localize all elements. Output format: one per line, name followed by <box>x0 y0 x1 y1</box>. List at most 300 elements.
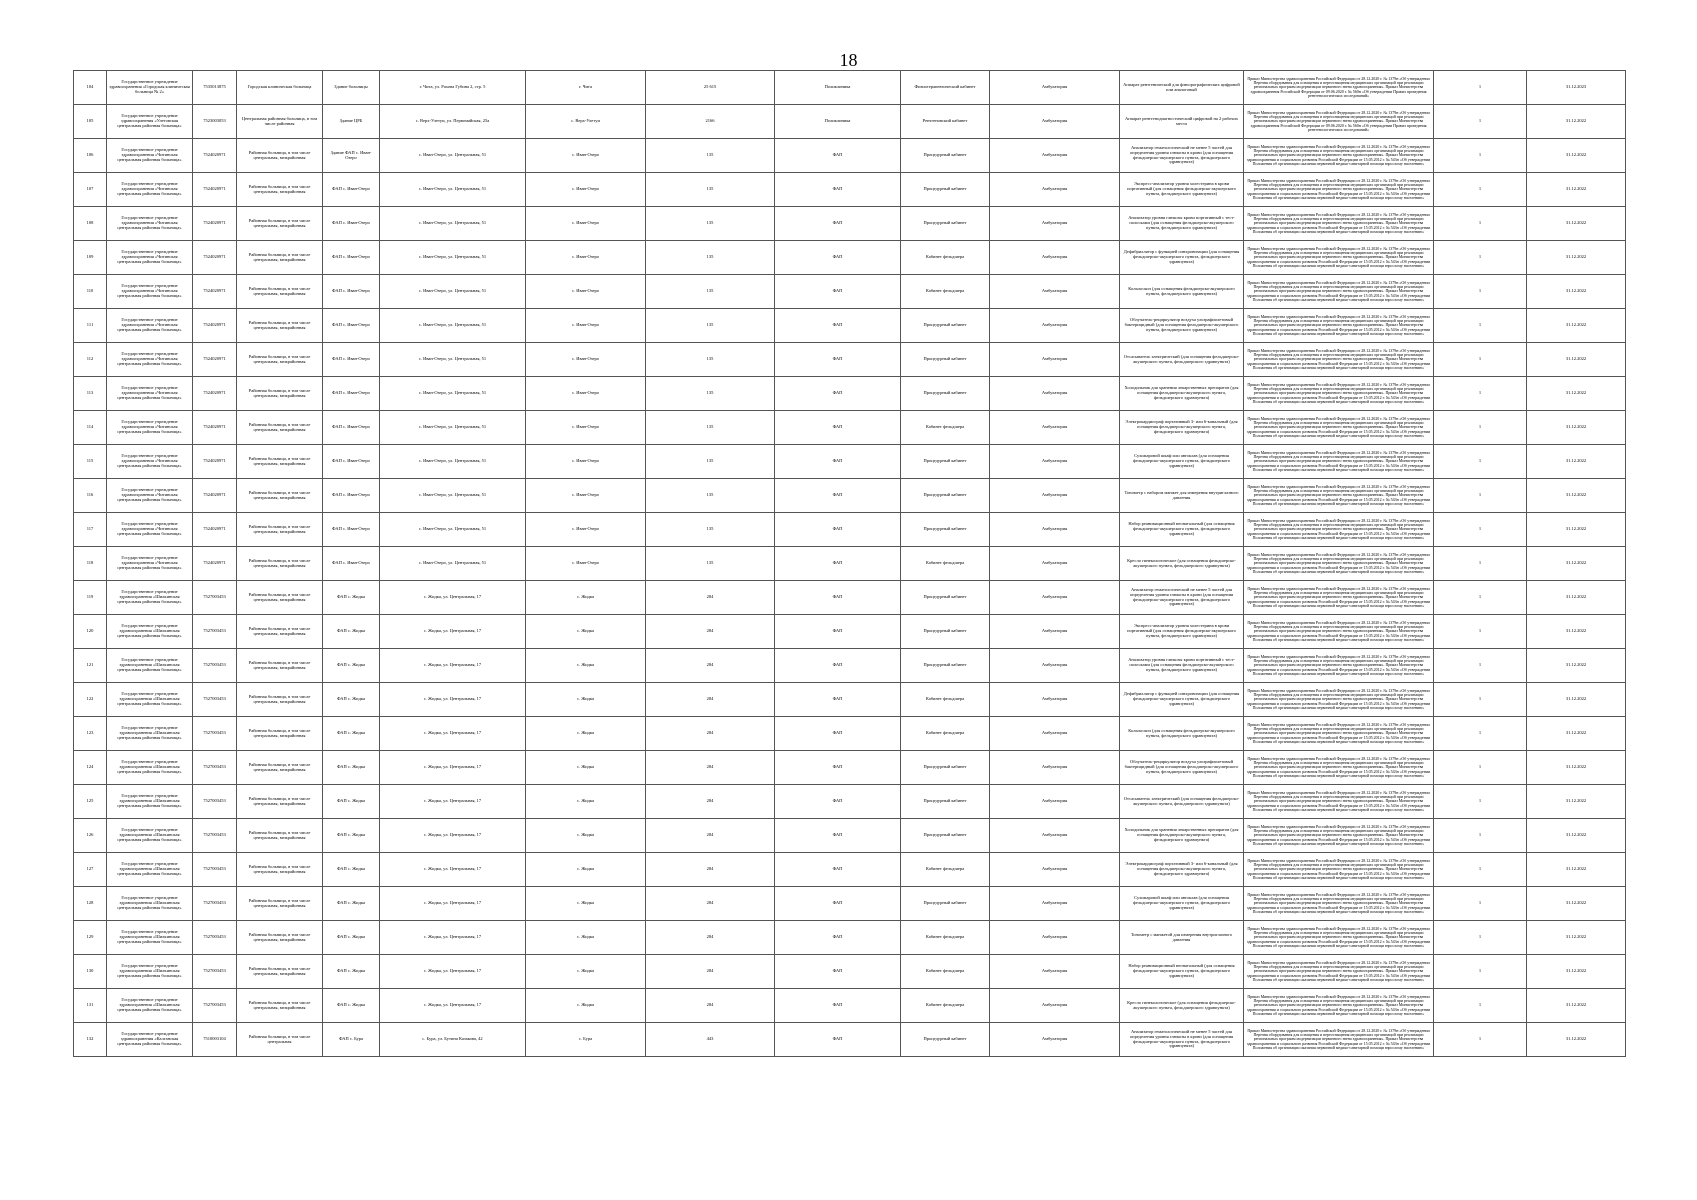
cell-population: 135 <box>646 513 775 547</box>
table-row <box>74 989 1626 1023</box>
cell-building: ФАП с. Иван-Озеро <box>323 547 380 581</box>
cell-address: с. Иван-Озеро, ул. Центральная, 51 <box>380 241 526 275</box>
cell-deadline: 31.12.2022 <box>1527 785 1626 819</box>
cell-care-condition: Амбулатория <box>990 445 1120 479</box>
cell-deadline: 31.12.2022 <box>1527 649 1626 683</box>
cell-unit-type: ФАП <box>775 615 901 649</box>
cell-building: ФАП с. Иван-Озеро <box>323 241 380 275</box>
cell-settlement: с. Жидка <box>526 785 646 819</box>
cell-row-number: 120 <box>74 615 107 649</box>
cell-organization-name: Государственное учреждение здравоохранения «Шилкинская центральная районная больница» <box>107 955 193 989</box>
cell-row-number: 106 <box>74 139 107 173</box>
cell-unit-type: ФАП <box>775 241 901 275</box>
cell-quantity: 1 <box>1434 71 1527 105</box>
cell-organization-type: Районная больница, в том числе центральная, межрайонная <box>237 989 323 1023</box>
cell-organization-name: Государственное учреждение здравоохранения «Читинская центральная районная больница» <box>107 241 193 275</box>
cell-legal-basis: Приказ Министерства здравоохранения Российской Федерации от 28.12.2020 г. № 1379н «Об утверждении Перечня оборудования для оснащения и переоснащения медицинских организаций при реализации региональных программ модернизации первичного звена здравоохранения». Приказ Министерства здравоохранения и социального развития Российской Федерации от 15.05.2012 г. № 543н «Об утверждении Положения об организации оказания первичной медико-санитарной помощи взрослому населению» <box>1244 241 1434 275</box>
cell-care-condition: Амбулатория <box>990 411 1120 445</box>
cell-legal-basis: Приказ Министерства здравоохранения Российской Федерации от 28.12.2020 г. № 1379н «Об утверждении Перечня оборудования для оснащения и переоснащения медицинских организаций при реализации региональных программ модернизации первичного звена здравоохранения». Приказ Министерства здравоохранения и социального развития Российской Федерации от 15.05.2012 г. № 543н «Об утверждении Положения об организации оказания первичной медико-санитарной помощи взрослому населению» <box>1244 717 1434 751</box>
cell-care-condition: Амбулатория <box>990 649 1120 683</box>
cell-inn: 7524020971 <box>193 547 237 581</box>
cell-equipment-name: Холодильник для хранения лекарственных препаратов (для оснащения фельдшерско-акушерского пункта, фельдшерского здравпункта) <box>1120 819 1244 853</box>
cell-unit-type: ФАП <box>775 411 901 445</box>
cell-population: 135 <box>646 411 775 445</box>
cell-organization-type: Центральная районная больница, в том числе районная <box>237 105 323 139</box>
cell-room: Процедурный кабинет <box>901 887 990 921</box>
cell-unit-type: ФАП <box>775 445 901 479</box>
cell-care-condition: Амбулатория <box>990 71 1120 105</box>
cell-quantity: 1 <box>1434 207 1527 241</box>
cell-address: с. Иван-Озеро, ул. Центральная, 51 <box>380 411 526 445</box>
cell-quantity: 1 <box>1434 547 1527 581</box>
cell-organization-name: Государственное учреждение здравоохранения «Читинская центральная районная больница» <box>107 275 193 309</box>
cell-inn: 7524020971 <box>193 241 237 275</box>
cell-unit-type: ФАП <box>775 819 901 853</box>
cell-legal-basis: Приказ Министерства здравоохранения Российской Федерации от 28.12.2020 г. № 1379н «Об утверждении Перечня оборудования для оснащения и переоснащения медицинских организаций при реализации региональных программ модернизации первичного звена здравоохранения». Приказ Министерства здравоохранения и социального развития Российской Федерации от 15.05.2012 г. № 543н «Об утверждении Положения об организации оказания первичной медико-санитарной помощи взрослому населению» <box>1244 513 1434 547</box>
cell-legal-basis: Приказ Министерства здравоохранения Российской Федерации от 28.12.2020 г. № 1379н «Об утверждении Перечня оборудования для оснащения и переоснащения медицинских организаций при реализации региональных программ модернизации первичного звена здравоохранения». Приказ Министерства здравоохранения и социального развития Российской Федерации от 15.05.2012 г. № 543н «Об утверждении Положения об организации оказания первичной медико-санитарной помощи взрослому населению» <box>1244 445 1434 479</box>
cell-room: Процедурный кабинет <box>901 139 990 173</box>
cell-equipment-name: Анализатор гематологический не менее 5 частей для определения уровня глюкозы в крови (для оснащения фельдшерско-акушерского пункта, фельдшерского здравпункта) <box>1120 581 1244 615</box>
page-number: 18 <box>839 50 858 70</box>
cell-unit-type: Поликлиника <box>775 105 901 139</box>
cell-settlement: с. Бура <box>526 1023 646 1057</box>
cell-address: с. Иван-Озеро, ул. Центральная, 51 <box>380 309 526 343</box>
cell-organization-name: Государственное учреждение здравоохранения «Шилкинская центральная районная больница» <box>107 887 193 921</box>
cell-care-condition: Амбулатория <box>990 275 1120 309</box>
cell-building: ФАП с. Иван-Озеро <box>323 445 380 479</box>
cell-legal-basis: Приказ Министерства здравоохранения Российской Федерации от 28.12.2020 г. № 1379н «Об утверждении Перечня оборудования для оснащения и переоснащения медицинских организаций при реализации региональных программ модернизации первичного звена здравоохранения». Приказ Министерства здравоохранения и социального развития Российской Федерации от 15.05.2012 г. № 543н «Об утверждении Положения об организации оказания первичной медико-санитарной помощи взрослому населению» <box>1244 921 1434 955</box>
cell-building: Здание ЦРБ <box>323 105 380 139</box>
cell-population: 284 <box>646 751 775 785</box>
cell-inn: 7527003453 <box>193 581 237 615</box>
cell-room: Процедурный кабинет <box>901 785 990 819</box>
cell-room: Процедурный кабинет <box>901 1023 990 1057</box>
table-row <box>74 513 1626 547</box>
cell-population: 135 <box>646 309 775 343</box>
cell-settlement: с. Жидка <box>526 717 646 751</box>
cell-settlement: с. Иван-Озеро <box>526 241 646 275</box>
cell-deadline: 31.12.2023 <box>1527 71 1626 105</box>
cell-organization-name: Государственное учреждение здравоохранения «Читинская центральная районная больница» <box>107 173 193 207</box>
cell-equipment-name: Набор реанимационный неонатальный (для оснащения фельдшерско-акушерского пункта, фельдшерского здравпункта) <box>1120 955 1244 989</box>
cell-deadline: 31.12.2022 <box>1527 513 1626 547</box>
cell-equipment-name: Дефибриллятор с функцией синхронизации (для оснащения фельдшерско-акушерского пункта, фельдшерского здравпункта) <box>1120 683 1244 717</box>
cell-address: с. Иван-Озеро, ул. Центральная, 51 <box>380 377 526 411</box>
cell-population: 135 <box>646 445 775 479</box>
cell-inn: 7524020971 <box>193 173 237 207</box>
cell-care-condition: Амбулатория <box>990 479 1120 513</box>
table-row <box>74 547 1626 581</box>
cell-building: ФАП с. Иван-Озеро <box>323 343 380 377</box>
cell-organization-type: Районная больница, в том числе центральная, межрайонная <box>237 683 323 717</box>
cell-deadline: 31.12.2022 <box>1527 411 1626 445</box>
cell-inn: 7523003053 <box>193 105 237 139</box>
cell-address: с. Верх-Улетуи, ул. Первомайская, 25а <box>380 105 526 139</box>
cell-care-condition: Амбулатория <box>990 615 1120 649</box>
cell-care-condition: Амбулатория <box>990 343 1120 377</box>
cell-room: Процедурный кабинет <box>901 445 990 479</box>
cell-building: ФАП с. Иван-Озеро <box>323 377 380 411</box>
cell-population: 135 <box>646 275 775 309</box>
cell-room: Кабинет фельдшера <box>901 241 990 275</box>
cell-settlement: с. Жидка <box>526 989 646 1023</box>
table-row <box>74 377 1626 411</box>
cell-building: ФАП с. Иван-Озеро <box>323 513 380 547</box>
cell-quantity: 1 <box>1434 105 1527 139</box>
cell-deadline: 31.12.2022 <box>1527 581 1626 615</box>
cell-organization-name: Государственное учреждение здравоохранения «Читинская центральная районная больница» <box>107 377 193 411</box>
cell-inn: 7527003453 <box>193 785 237 819</box>
cell-population: 135 <box>646 139 775 173</box>
cell-care-condition: Амбулатория <box>990 139 1120 173</box>
cell-deadline: 31.12.2022 <box>1527 853 1626 887</box>
cell-organization-name: Государственное учреждение здравоохранения «Шилкинская центральная районная больница» <box>107 853 193 887</box>
cell-equipment-name: Электрокардиограф портативный 3- или 6-канальный (для оснащения фельдшерско-акушерского пункта, фельдшерского здравпункта) <box>1120 411 1244 445</box>
cell-population: 284 <box>646 785 775 819</box>
cell-organization-name: Государственное учреждение здравоохранения «Читинская центральная районная больница» <box>107 207 193 241</box>
cell-settlement: с. Иван-Озеро <box>526 479 646 513</box>
cell-settlement: с. Иван-Озеро <box>526 445 646 479</box>
cell-legal-basis: Приказ Министерства здравоохранения Российской Федерации от 28.12.2020 г. № 1379н «Об утверждении Перечня оборудования для оснащения и переоснащения медицинских организаций при реализации региональных программ модернизации первичного звена здравоохранения». Приказ Министерства здравоохранения и социального развития Российской Федерации от 15.05.2012 г. № 543н «Об утверждении Положения об организации оказания первичной медико-санитарной помощи взрослому населению» <box>1244 819 1434 853</box>
cell-unit-type: ФАП <box>775 207 901 241</box>
cell-row-number: 127 <box>74 853 107 887</box>
cell-settlement: с. Иван-Озеро <box>526 207 646 241</box>
cell-room: Процедурный кабинет <box>901 751 990 785</box>
cell-population: 284 <box>646 819 775 853</box>
cell-deadline: 31.12.2022 <box>1527 343 1626 377</box>
cell-row-number: 126 <box>74 819 107 853</box>
cell-equipment-name: Кольпоскоп (для оснащения фельдшерско-акушерского пункта, фельдшерского здравпункта) <box>1120 717 1244 751</box>
cell-deadline: 31.12.2022 <box>1527 377 1626 411</box>
cell-building: ФАП с. Жидка <box>323 785 380 819</box>
table-row <box>74 955 1626 989</box>
cell-care-condition: Амбулатория <box>990 955 1120 989</box>
cell-room: Кабинет фельдшера <box>901 411 990 445</box>
cell-organization-type: Районная больница, в том числе центральная, межрайонная <box>237 513 323 547</box>
cell-building: ФАП с. Иван-Озеро <box>323 207 380 241</box>
cell-organization-type: Районная больница, в том числе центральная, межрайонная <box>237 547 323 581</box>
cell-unit-type: ФАП <box>775 717 901 751</box>
cell-quantity: 1 <box>1434 1023 1527 1057</box>
equipment-table <box>73 70 1626 1057</box>
cell-room: Процедурный кабинет <box>901 819 990 853</box>
cell-deadline: 31.12.2022 <box>1527 887 1626 921</box>
cell-address: с. Иван-Озеро, ул. Центральная, 51 <box>380 479 526 513</box>
cell-organization-type: Районная больница, в том числе центральная, межрайонная <box>237 615 323 649</box>
cell-quantity: 1 <box>1434 649 1527 683</box>
cell-address: с. Жидка, ул. Центральная, 17 <box>380 581 526 615</box>
cell-care-condition: Амбулатория <box>990 853 1120 887</box>
cell-quantity: 1 <box>1434 479 1527 513</box>
cell-population: 135 <box>646 479 775 513</box>
cell-quantity: 1 <box>1434 615 1527 649</box>
cell-building: ФАП с. Жидка <box>323 921 380 955</box>
cell-address: с. Жидка, ул. Центральная, 17 <box>380 785 526 819</box>
cell-population: 135 <box>646 173 775 207</box>
table-row <box>74 411 1626 445</box>
cell-deadline: 31.12.2022 <box>1527 241 1626 275</box>
cell-legal-basis: Приказ Министерства здравоохранения Российской Федерации от 28.12.2020 г. № 1379н «Об утверждении Перечня оборудования для оснащения и переоснащения медицинских организаций при реализации региональных программ модернизации первичного звена здравоохранения». Приказ Министерства здравоохранения и социального развития Российской Федерации от 15.05.2012 г. № 543н «Об утверждении Положения об организации оказания первичной медико-санитарной помощи взрослому населению» <box>1244 173 1434 207</box>
cell-building: ФАП с. Жидка <box>323 819 380 853</box>
cell-inn: 7527003453 <box>193 717 237 751</box>
table-row <box>74 71 1626 105</box>
cell-population: 284 <box>646 921 775 955</box>
cell-care-condition: Амбулатория <box>990 309 1120 343</box>
cell-unit-type: ФАП <box>775 751 901 785</box>
cell-address: с. Иван-Озеро, ул. Центральная, 51 <box>380 139 526 173</box>
cell-organization-name: Государственное учреждение здравоохранения «Шилкинская центральная районная больница» <box>107 615 193 649</box>
cell-address: с. Иван-Озеро, ул. Центральная, 51 <box>380 445 526 479</box>
cell-room: Кабинет фельдшера <box>901 921 990 955</box>
cell-unit-type: ФАП <box>775 343 901 377</box>
cell-room: Рентгеновский кабинет <box>901 105 990 139</box>
cell-quantity: 1 <box>1434 513 1527 547</box>
cell-unit-type: ФАП <box>775 921 901 955</box>
cell-quantity: 1 <box>1434 173 1527 207</box>
cell-equipment-name: Кольпоскоп (для оснащения фельдшерско-акушерского пункта, фельдшерского здравпункта) <box>1120 275 1244 309</box>
cell-unit-type: ФАП <box>775 173 901 207</box>
cell-population: 135 <box>646 547 775 581</box>
cell-organization-type: Районная больница, в том числе центральная, межрайонная <box>237 649 323 683</box>
cell-row-number: 105 <box>74 105 107 139</box>
cell-room: Процедурный кабинет <box>901 207 990 241</box>
cell-settlement: с. Жидка <box>526 649 646 683</box>
table-row <box>74 649 1626 683</box>
cell-organization-name: Государственное учреждение здравоохранения «Шилкинская центральная районная больница» <box>107 785 193 819</box>
table-row <box>74 309 1626 343</box>
cell-organization-type: Районная больница, в том числе центральная, межрайонная <box>237 139 323 173</box>
cell-address: с. Жидка, ул. Центральная, 17 <box>380 853 526 887</box>
cell-equipment-name: Дефибриллятор с функцией синхронизации (для оснащения фельдшерско-акушерского пункта, фельдшерского здравпункта) <box>1120 241 1244 275</box>
cell-settlement: с. Жидка <box>526 581 646 615</box>
cell-inn: 7527003453 <box>193 853 237 887</box>
cell-settlement: с. Иван-Озеро <box>526 309 646 343</box>
cell-building: ФАП с. Жидка <box>323 683 380 717</box>
table-row <box>74 105 1626 139</box>
cell-row-number: 109 <box>74 241 107 275</box>
cell-row-number: 116 <box>74 479 107 513</box>
cell-inn: 7527003453 <box>193 921 237 955</box>
cell-care-condition: Амбулатория <box>990 921 1120 955</box>
cell-quantity: 1 <box>1434 377 1527 411</box>
cell-organization-name: Государственное учреждение здравоохранения «Читинская центральная районная больница» <box>107 513 193 547</box>
cell-inn: 7524020971 <box>193 309 237 343</box>
cell-care-condition: Амбулатория <box>990 207 1120 241</box>
cell-organization-type: Районная больница, в том числе центральная, межрайонная <box>237 955 323 989</box>
cell-row-number: 113 <box>74 377 107 411</box>
cell-equipment-name: Сухожаровой шкаф или автоклав (для оснащения фельдшерско-акушерского пункта, фельдшерского здравпункта) <box>1120 887 1244 921</box>
cell-building: Здание ФАП с. Иван-Озеро <box>323 139 380 173</box>
cell-deadline: 31.12.2022 <box>1527 717 1626 751</box>
cell-room: Физиотерапевтический кабинет <box>901 71 990 105</box>
cell-organization-name: Государственное учреждение здравоохранения «Читинская центральная районная больница» <box>107 411 193 445</box>
cell-unit-type: ФАП <box>775 309 901 343</box>
cell-equipment-name: Анализатор уровня глюкозы крови портативный с тест-полосками (для оснащения фельдшерско-акушерского пункта, фельдшерского здравпункта) <box>1120 649 1244 683</box>
cell-quantity: 1 <box>1434 275 1527 309</box>
cell-population: 284 <box>646 615 775 649</box>
cell-unit-type: ФАП <box>775 785 901 819</box>
cell-legal-basis: Приказ Министерства здравоохранения Российской Федерации от 28.12.2020 г. № 1379н «Об утверждении Перечня оборудования для оснащения и переоснащения медицинских организаций при реализации региональных программ модернизации первичного звена здравоохранения». Приказ Министерства здравоохранения и социального развития Российской Федерации от 15.05.2012 г. № 543н «Об утверждении Положения об организации оказания первичной медико-санитарной помощи взрослому населению» <box>1244 955 1434 989</box>
cell-inn: 7527003453 <box>193 751 237 785</box>
cell-settlement: с. Жидка <box>526 921 646 955</box>
cell-organization-type: Районная больница, в том числе центральная, межрайонная <box>237 445 323 479</box>
cell-quantity: 1 <box>1434 581 1527 615</box>
cell-organization-type: Районная больница, в том числе центральная, межрайонная <box>237 921 323 955</box>
cell-row-number: 123 <box>74 717 107 751</box>
cell-organization-type: Районная больница, в том числе центральная, межрайонная <box>237 479 323 513</box>
cell-organization-type: Районная больница, в том числе центральная, межрайонная <box>237 751 323 785</box>
cell-row-number: 128 <box>74 887 107 921</box>
cell-population: 284 <box>646 853 775 887</box>
cell-settlement: с. Иван-Озеро <box>526 547 646 581</box>
table-row <box>74 819 1626 853</box>
cell-settlement: с. Иван-Озеро <box>526 139 646 173</box>
cell-unit-type: ФАП <box>775 513 901 547</box>
cell-building: ФАП с. Жидка <box>323 615 380 649</box>
table-row <box>74 275 1626 309</box>
cell-address: с. Жидка, ул. Центральная, 17 <box>380 819 526 853</box>
cell-organization-name: Государственное учреждение здравоохранения «Шилкинская центральная районная больница» <box>107 717 193 751</box>
cell-population: 443 <box>646 1023 775 1057</box>
cell-equipment-name: Холодильник для хранения лекарственных препаратов (для оснащения фельдшерско-акушерского пункта, фельдшерского здравпункта) <box>1120 377 1244 411</box>
cell-legal-basis: Приказ Министерства здравоохранения Российской Федерации от 28.12.2020 г. № 1379н «Об утверждении Перечня оборудования для оснащения и переоснащения медицинских организаций при реализации региональных программ модернизации первичного звена здравоохранения». Приказ Министерства здравоохранения и социального развития Российской Федерации от 15.05.2012 г. № 543н «Об утверждении Положения об организации оказания первичной медико-санитарной помощи взрослому населению» <box>1244 411 1434 445</box>
cell-legal-basis: Приказ Министерства здравоохранения Российской Федерации от 28.12.2020 г. № 1379н «Об утверждении Перечня оборудования для оснащения и переоснащения медицинских организаций при реализации региональных программ модернизации первичного звена здравоохранения». Приказ Министерства здравоохранения и социального развития Российской Федерации от 15.05.2012 г. № 543н «Об утверждении Положения об организации оказания первичной медико-санитарной помощи взрослому населению» <box>1244 547 1434 581</box>
cell-building: ФАП с. Жидка <box>323 853 380 887</box>
cell-settlement: с. Жидка <box>526 887 646 921</box>
cell-building: ФАП с. Иван-Озеро <box>323 309 380 343</box>
cell-organization-name: Государственное учреждение здравоохранения «Шилкинская центральная районная больница» <box>107 649 193 683</box>
cell-room: Процедурный кабинет <box>901 649 990 683</box>
cell-care-condition: Амбулатория <box>990 547 1120 581</box>
cell-care-condition: Амбулатория <box>990 717 1120 751</box>
cell-care-condition: Амбулатория <box>990 1023 1120 1057</box>
cell-organization-name: Государственное учреждение здравоохранения «Шилкинская центральная районная больница» <box>107 683 193 717</box>
cell-inn: 7527003453 <box>193 683 237 717</box>
cell-care-condition: Амбулатория <box>990 377 1120 411</box>
cell-quantity: 1 <box>1434 853 1527 887</box>
cell-address: г. Чита, ул. Рахова Губина 2, стр. 5 <box>380 71 526 105</box>
cell-room: Кабинет фельдшера <box>901 683 990 717</box>
cell-organization-name: Государственное учреждение здравоохранения «Улетовская центральная районная больница» <box>107 105 193 139</box>
cell-care-condition: Амбулатория <box>990 989 1120 1023</box>
cell-legal-basis: Приказ Министерства здравоохранения Российской Федерации от 28.12.2020 г. № 1379н «Об утверждении Перечня оборудования для оснащения и переоснащения медицинских организаций при реализации региональных программ модернизации первичного звена здравоохранения». Приказ Министерства здравоохранения и социального развития Российской Федерации от 15.05.2012 г. № 543н «Об утверждении Положения об организации оказания первичной медико-санитарной помощи взрослому населению» <box>1244 1023 1434 1057</box>
cell-organization-type: Районная больница, в том числе центральная, межрайонная <box>237 207 323 241</box>
cell-legal-basis: Приказ Министерства здравоохранения Российской Федерации от 28.12.2020 г. № 1379н «Об утверждении Перечня оборудования для оснащения и переоснащения медицинских организаций при реализации региональных программ модернизации первичного звена здравоохранения». Приказ Министерства здравоохранения и социального развития Российской Федерации от 15.05.2012 г. № 543н «Об утверждении Положения об организации оказания первичной медико-санитарной помощи взрослому населению» <box>1244 887 1434 921</box>
cell-deadline: 31.12.2022 <box>1527 105 1626 139</box>
cell-legal-basis: Приказ Министерства здравоохранения Российской Федерации от 28.12.2020 г. № 1379н «Об утверждении Перечня оборудования для оснащения и переоснащения медицинских организаций при реализации региональных программ модернизации первичного звена здравоохранения». Приказ Министерства здравоохранения и социального развития Российской Федерации от 15.05.2012 г. № 543н «Об утверждении Положения об организации оказания первичной медико-санитарной помощи взрослому населению» <box>1244 785 1434 819</box>
cell-building: ФАП с. Жидка <box>323 717 380 751</box>
cell-address: с. Жидка, ул. Центральная, 17 <box>380 751 526 785</box>
cell-room: Процедурный кабинет <box>901 343 990 377</box>
table-row <box>74 751 1626 785</box>
cell-legal-basis: Приказ Министерства здравоохранения Российской Федерации от 28.12.2020 г. № 1379н «Об утверждении Перечня оборудования для оснащения и переоснащения медицинских организаций при реализации региональных программ модернизации первичного звена здравоохранения». Приказ Министерства здравоохранения Российской Федерации от 09.06.2020 г. № 560н «Об утверждении Правил проведения рентгенологических исследований» <box>1244 71 1434 105</box>
cell-equipment-name: Набор реанимационный неонатальный (для оснащения фельдшерско-акушерского пункта, фельдшерского здравпункта) <box>1120 513 1244 547</box>
cell-care-condition: Амбулатория <box>990 241 1120 275</box>
cell-organization-name: Государственное учреждение здравоохранения «Читинская центральная районная больница» <box>107 309 193 343</box>
cell-inn: 7524020971 <box>193 377 237 411</box>
cell-quantity: 1 <box>1434 139 1527 173</box>
cell-address: с. Жидка, ул. Центральная, 17 <box>380 989 526 1023</box>
cell-quantity: 1 <box>1434 989 1527 1023</box>
cell-unit-type: Поликлиника <box>775 71 901 105</box>
cell-deadline: 31.12.2022 <box>1527 139 1626 173</box>
cell-equipment-name: Анализатор уровня глюкозы крови портативный с тест-полосками (для оснащения фельдшерско-акушерского пункта, фельдшерского здравпункта) <box>1120 207 1244 241</box>
cell-unit-type: ФАП <box>775 887 901 921</box>
cell-building: ФАП с. Жидка <box>323 581 380 615</box>
cell-building: ФАП с. Жидка <box>323 649 380 683</box>
cell-organization-name: Государственное учреждение здравоохранения «Шилкинская центральная районная больница» <box>107 819 193 853</box>
cell-inn: 7527003453 <box>193 955 237 989</box>
cell-deadline: 31.12.2022 <box>1527 1023 1626 1057</box>
cell-room: Процедурный кабинет <box>901 581 990 615</box>
cell-building: ФАП с. Жидка <box>323 989 380 1023</box>
cell-organization-type: Районная больница, в том числе центральная, межрайонная <box>237 581 323 615</box>
cell-room: Процедурный кабинет <box>901 513 990 547</box>
cell-row-number: 130 <box>74 955 107 989</box>
cell-equipment-name: Облучатель-рециркулятор воздуха ультрафиолетовый бактерицидный (для оснащения фельдшерско-акушерского пункта, фельдшерского здравпункта) <box>1120 751 1244 785</box>
cell-building: ФАП с. Жидка <box>323 955 380 989</box>
cell-deadline: 31.12.2022 <box>1527 989 1626 1023</box>
cell-unit-type: ФАП <box>775 581 901 615</box>
cell-equipment-name: Анализатор гематологический не менее 5 частей для определения уровня глюкозы в крови (для оснащения фельдшерско-акушерского пункта, фельдшерского здравпункта) <box>1120 1023 1244 1057</box>
cell-unit-type: ФАП <box>775 955 901 989</box>
cell-deadline: 31.12.2022 <box>1527 819 1626 853</box>
cell-inn: 7527003453 <box>193 887 237 921</box>
cell-building: ФАП с. Иван-Озеро <box>323 479 380 513</box>
cell-organization-type: Городская клиническая больница <box>237 71 323 105</box>
cell-equipment-name: Сухожаровой шкаф или автоклав (для оснащения фельдшерско-акушерского пункта, фельдшерского здравпункта) <box>1120 445 1244 479</box>
cell-room: Кабинет фельдшера <box>901 989 990 1023</box>
cell-legal-basis: Приказ Министерства здравоохранения Российской Федерации от 28.12.2020 г. № 1379н «Об утверждении Перечня оборудования для оснащения и переоснащения медицинских организаций при реализации региональных программ модернизации первичного звена здравоохранения». Приказ Министерства здравоохранения и социального развития Российской Федерации от 15.05.2012 г. № 543н «Об утверждении Положения об организации оказания первичной медико-санитарной помощи взрослому населению» <box>1244 853 1434 887</box>
cell-inn: 7535013875 <box>193 71 237 105</box>
cell-equipment-name: Экспресс-анализатор уровня холестерина в крови портативный (для оснащения фельдшерско-акушерского пункта, фельдшерского здравпункта) <box>1120 615 1244 649</box>
cell-row-number: 131 <box>74 989 107 1023</box>
cell-address: с. Жидка, ул. Центральная, 17 <box>380 921 526 955</box>
cell-row-number: 129 <box>74 921 107 955</box>
cell-care-condition: Амбулатория <box>990 751 1120 785</box>
cell-legal-basis: Приказ Министерства здравоохранения Российской Федерации от 28.12.2020 г. № 1379н «Об утверждении Перечня оборудования для оснащения и переоснащения медицинских организаций при реализации региональных программ модернизации первичного звена здравоохранения». Приказ Министерства здравоохранения и социального развития Российской Федерации от 15.05.2012 г. № 543н «Об утверждении Положения об организации оказания первичной медико-санитарной помощи взрослому населению» <box>1244 343 1434 377</box>
table-row <box>74 785 1626 819</box>
table-row <box>74 717 1626 751</box>
cell-organization-name: Государственное учреждение здравоохранения «Шилкинская центральная районная больница» <box>107 581 193 615</box>
cell-unit-type: ФАП <box>775 989 901 1023</box>
cell-quantity: 1 <box>1434 717 1527 751</box>
cell-inn: 7524020971 <box>193 445 237 479</box>
cell-population: 284 <box>646 683 775 717</box>
cell-settlement: с. Иван-Озеро <box>526 173 646 207</box>
cell-deadline: 31.12.2022 <box>1527 683 1626 717</box>
cell-unit-type: ФАП <box>775 547 901 581</box>
cell-building: ФАП с. Иван-Озеро <box>323 173 380 207</box>
cell-address: с. Иван-Озеро, ул. Центральная, 51 <box>380 343 526 377</box>
cell-equipment-name: Аппарат рентгенодиагностический цифровой на 2 рабочих места <box>1120 105 1244 139</box>
cell-deadline: 31.12.2022 <box>1527 309 1626 343</box>
cell-population: 135 <box>646 377 775 411</box>
cell-care-condition: Амбулатория <box>990 581 1120 615</box>
cell-inn: 7527003453 <box>193 819 237 853</box>
cell-quantity: 1 <box>1434 751 1527 785</box>
cell-room: Процедурный кабинет <box>901 173 990 207</box>
cell-population: 25 615 <box>646 71 775 105</box>
cell-settlement: с. Жидка <box>526 615 646 649</box>
cell-room: Кабинет фельдшера <box>901 717 990 751</box>
cell-organization-type: Районная больница, в том числе центральная, межрайонная <box>237 343 323 377</box>
cell-quantity: 1 <box>1434 411 1527 445</box>
cell-population: 135 <box>646 207 775 241</box>
cell-address: с. Иван-Озеро, ул. Центральная, 51 <box>380 207 526 241</box>
cell-population: 135 <box>646 343 775 377</box>
cell-inn: 7524020971 <box>193 479 237 513</box>
